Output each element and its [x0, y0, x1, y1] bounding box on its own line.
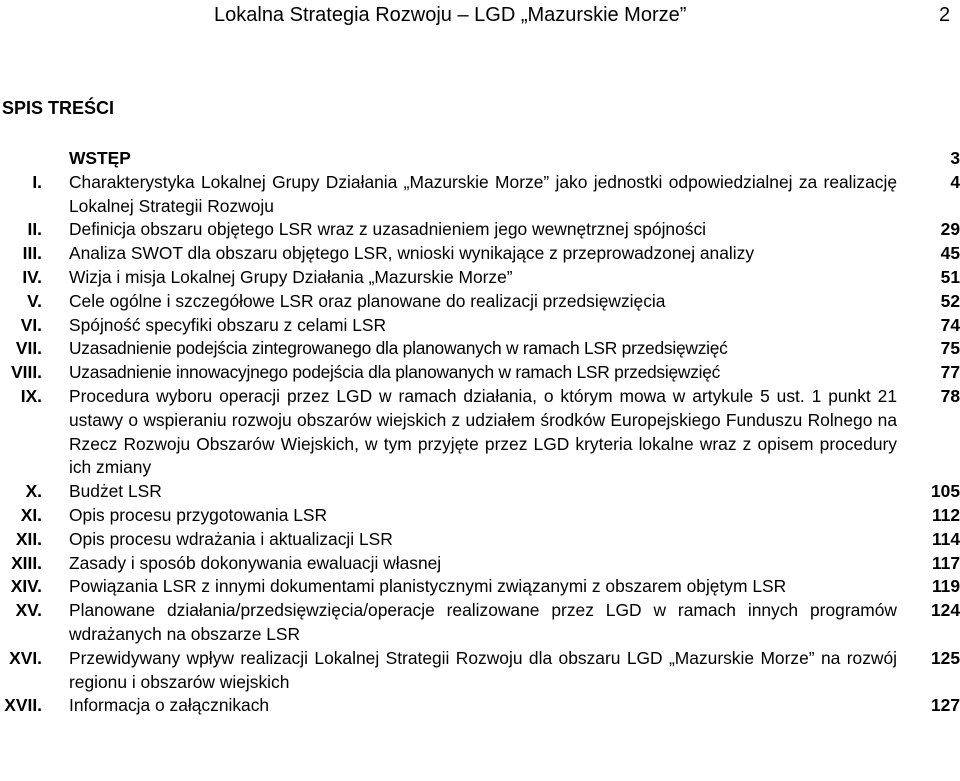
toc-entry-number: XIV. — [10, 576, 42, 597]
toc-entry-number: II. — [27, 219, 42, 240]
toc-entry-2[interactable] — [0, 218, 960, 242]
toc-entry-page: 3 — [950, 148, 960, 168]
toc-entry-16[interactable] — [0, 647, 960, 695]
toc-entry-number: V. — [27, 290, 42, 311]
toc-entry-title: Opis procesu przygotowania LSR — [69, 504, 328, 525]
toc-entry-title: Wizja i misja Lokalnej Grupy Działania „Mazurskie Morze” — [69, 266, 513, 287]
toc-entry-4[interactable] — [0, 266, 960, 290]
toc-entry-15[interactable] — [0, 599, 960, 647]
toc-entry-page: 77 — [940, 362, 960, 383]
toc-entry-page: 114 — [931, 528, 960, 549]
toc-entry-page: 45 — [940, 243, 960, 264]
toc-entry-title: Opis procesu wdrażania i aktualizacji LSR — [69, 528, 393, 549]
toc-entry-page: 4 — [950, 171, 960, 192]
toc-entry-10[interactable] — [0, 480, 960, 504]
toc-entry-page: 125 — [930, 647, 960, 668]
toc-entry-number: VIII. — [11, 362, 42, 383]
toc-entry-page: 78 — [940, 385, 960, 406]
toc-entry-3[interactable] — [0, 242, 960, 266]
toc-entry-page: 29 — [940, 219, 960, 240]
document-title: Lokalna Strategia Rozwoju – LGD „Mazurskie Morze” — [214, 4, 687, 26]
toc-entry-7[interactable] — [0, 337, 960, 361]
toc-entry-page: 124 — [930, 600, 960, 621]
toc-entry-title: Definicja obszaru objętego LSR wraz z uzasadnieniem jego wewnętrznej spójności — [69, 219, 707, 240]
toc-entry-number: XV. — [15, 600, 42, 621]
toc-entry-number: X. — [25, 481, 42, 502]
toc-entry-page: 119 — [931, 576, 960, 597]
toc-entry-number: I. — [32, 171, 42, 192]
toc-entry-number: IV. — [22, 266, 42, 287]
toc-entry-14[interactable] — [0, 575, 960, 599]
toc-entry-11[interactable] — [0, 504, 960, 528]
toc-entry-page: 52 — [940, 290, 960, 311]
toc-entry-title: Analiza SWOT dla obszaru objętego LSR, wnioski wynikające z przeprowadzonej analizy — [69, 243, 755, 264]
toc-entry-number: XVII. — [4, 695, 42, 716]
toc-entry-12[interactable] — [0, 528, 960, 552]
toc-entry-title: Uzasadnienie podejścia zintegrowanego dla planowanych w ramach LSR przedsięwzięć — [69, 338, 728, 359]
toc-entry-title: Planowane działania/przedsięwzięcia/operacje realizowane przez LGD w ramach innych programów wdrażanych na obszarze LSR — [69, 600, 897, 644]
toc-entry-page: 117 — [931, 552, 960, 573]
toc-entry-number: III. — [22, 243, 42, 264]
toc-entry-title: WSTĘP — [69, 148, 131, 168]
toc-entry-number: XII. — [15, 528, 42, 549]
toc-entry-title: Informacja o załącznikach — [69, 695, 270, 716]
toc-entry-1[interactable] — [0, 171, 960, 219]
toc-entry-intro[interactable] — [0, 147, 960, 171]
toc-entry-number: IX. — [20, 385, 42, 406]
toc-entry-page: 127 — [930, 695, 960, 716]
toc-entry-title: Uzasadnienie innowacyjnego podejścia dla planowanych w ramach LSR przedsięwzięć — [69, 362, 721, 383]
toc-entry-number: XI. — [20, 504, 42, 525]
toc-entry-6[interactable] — [0, 314, 960, 338]
running-header — [0, 0, 960, 30]
toc-entry-title: Cele ogólne i szczegółowe LSR oraz planowane do realizacji przedsięwzięcia — [69, 290, 666, 311]
toc-entry-page: 105 — [930, 481, 960, 502]
toc-entry-5[interactable] — [0, 290, 960, 314]
toc-entry-number: XIII. — [11, 552, 42, 573]
toc-entry-title: Przewidywany wpływ realizacji Lokalnej Strategii Rozwoju dla obszaru LGD „Mazurskie Morze” na rozwój regionu i obszarów wiejskich — [69, 647, 897, 692]
table-of-contents — [0, 147, 960, 718]
toc-entry-title: Spójność specyfiki obszaru z celami LSR — [69, 314, 387, 335]
toc-entry-title: Budżet LSR — [69, 481, 162, 502]
toc-entry-page: 51 — [940, 266, 960, 287]
toc-entry-page: 74 — [940, 314, 960, 335]
toc-entry-page: 75 — [940, 338, 960, 359]
toc-entry-8[interactable] — [0, 361, 960, 385]
toc-entry-13[interactable] — [0, 552, 960, 576]
toc-entry-number: VII. — [15, 338, 42, 359]
toc-entry-title: Charakterystyka Lokalnej Grupy Działania „Mazurskie Morze” jako jednostki odpowiedzialnej za realizację Lokalnej Strategii Rozwoju — [69, 171, 897, 216]
toc-entry-number: VI. — [20, 314, 42, 335]
toc-entry-title: Zasady i sposób dokonywania ewaluacji własnej — [69, 552, 442, 573]
toc-heading: SPIS TREŚCI — [2, 98, 115, 118]
toc-entry-number: XVI. — [9, 647, 42, 668]
header-page-number: 2 — [939, 4, 951, 26]
toc-entry-page: 112 — [931, 504, 960, 525]
toc-entry-title: Powiązania LSR z innymi dokumentami planistycznymi związanymi z obszarem objętym LSR — [69, 576, 787, 597]
toc-entry-9[interactable] — [0, 385, 960, 480]
toc-entry-17[interactable] — [0, 694, 960, 718]
toc-entry-title: Procedura wyboru operacji przez LGD w ramach działania, o którym mowa w artykule 5 ust. 1 punkt 21 ustawy o wspieraniu rozwoju obszarów wiejskich z udziałem środków Europejskiego Funduszu Rolnego na Rzecz Rozwoju Obszarów Wiejskich, w tym przyjęte przez LGD kryteria lokalne wraz z opisem procedury ich zmiany — [69, 385, 897, 478]
